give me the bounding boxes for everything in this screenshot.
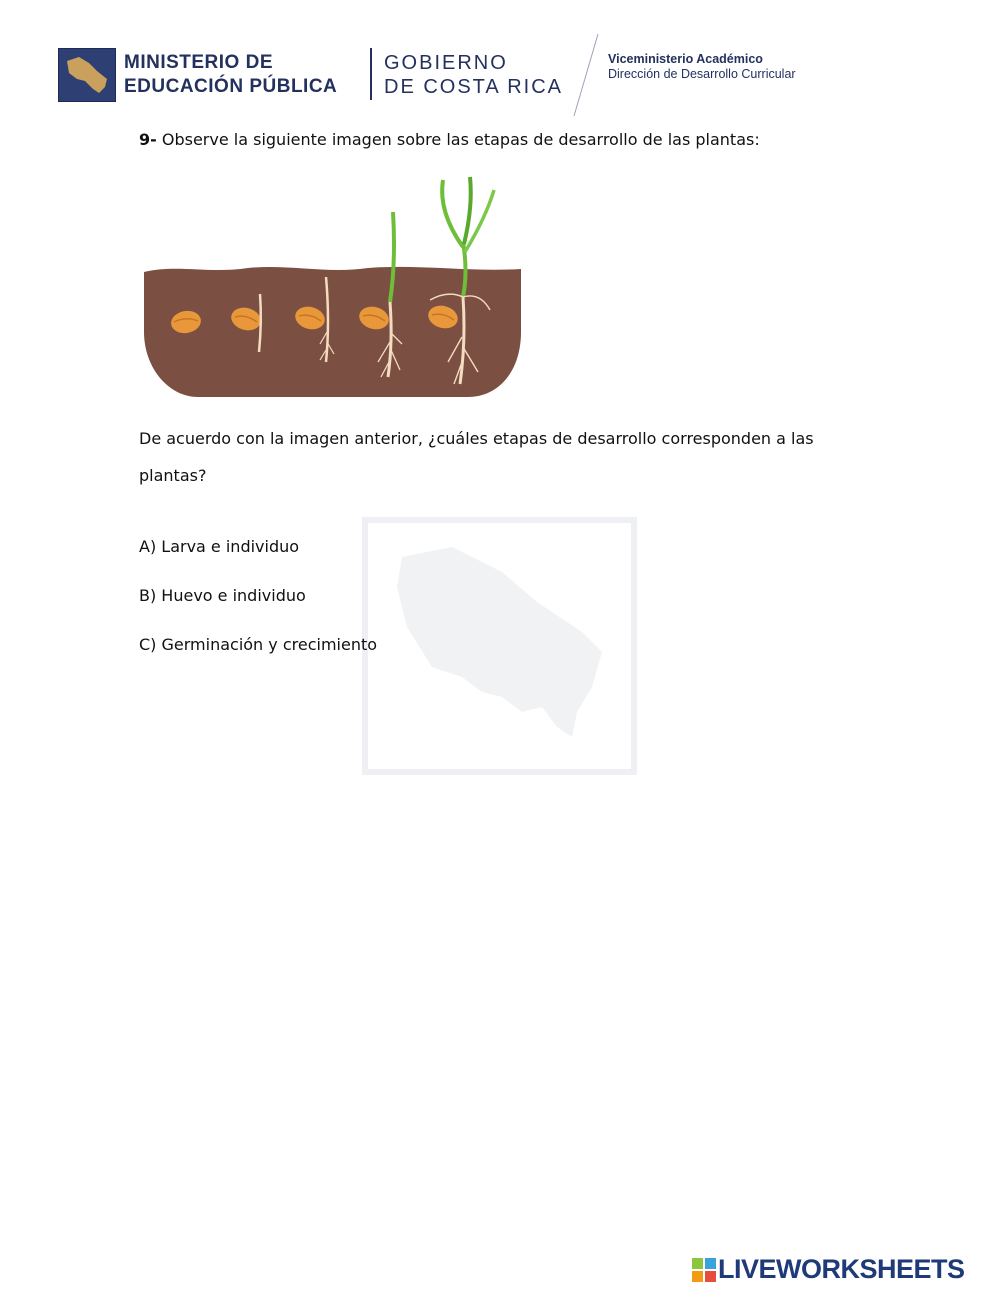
option-c[interactable]: C) Germinación y crecimiento <box>139 635 378 654</box>
vice-ministry-label: Viceministerio Académico <box>608 52 763 66</box>
plant-growth-illustration <box>138 172 528 402</box>
option-a[interactable]: A) Larva e individuo <box>139 537 300 556</box>
ministry-title-line1: MINISTERIO DE <box>124 52 274 73</box>
header-slash-divider <box>566 30 606 120</box>
question-prompt-text: Observe la siguiente imagen sobre las etapas de desarrollo de las plantas: <box>161 130 760 149</box>
costa-rica-map-icon <box>58 48 116 102</box>
page-header <box>58 30 818 120</box>
follow-up-question-line2: plantas? <box>139 466 207 485</box>
liveworksheets-badge-icon <box>692 1258 716 1282</box>
liveworksheets-logo <box>692 1254 992 1284</box>
direction-label: Dirección de Desarrollo Curricular <box>608 67 796 81</box>
ministry-title-line2: EDUCACIÓN PÚBLICA <box>124 76 338 97</box>
follow-up-question-line1: De acuerdo con la imagen anterior, ¿cuáles etapas de desarrollo corresponden a las <box>139 429 814 448</box>
option-b[interactable]: B) Huevo e individuo <box>139 586 306 605</box>
header-divider <box>370 48 372 100</box>
liveworksheets-brand: LIVEWORKSHEETS <box>718 1254 965 1284</box>
government-title-line1: GOBIERNO <box>384 52 508 74</box>
question-number: 9- <box>139 130 157 149</box>
costa-rica-watermark-icon <box>362 517 637 775</box>
government-title-line2: DE COSTA RICA <box>384 76 563 98</box>
question-prompt <box>139 130 760 149</box>
